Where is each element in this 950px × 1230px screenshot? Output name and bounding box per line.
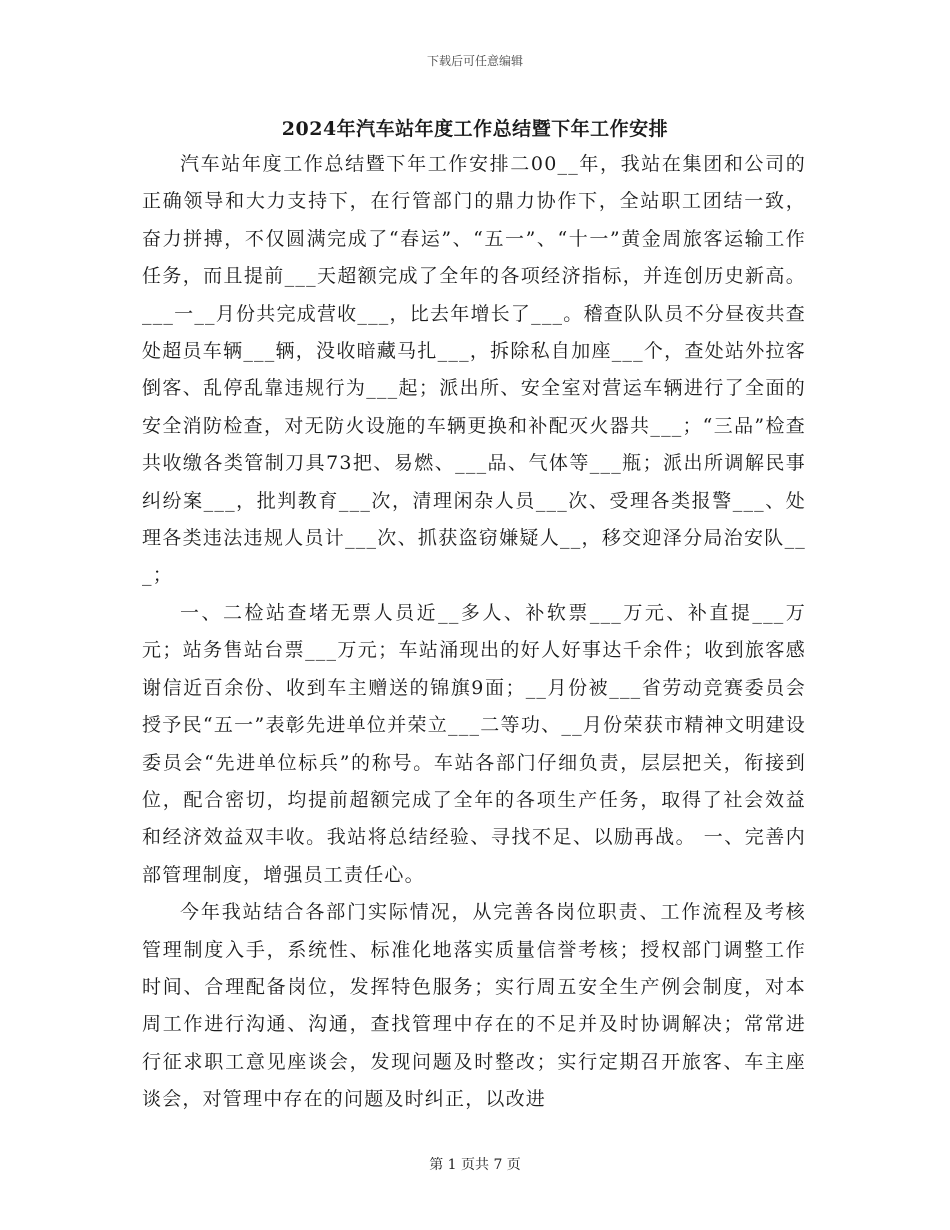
document-body — [142, 146, 806, 1119]
body-paragraph-3: 今年我站结合各部门实际情况，从完善各岗位职责、工作流程及考核管理制度入手，系统性、标准化地落实质量信誉考核；授权部门调整工作时间、合理配备岗位，发挥特色服务；实行周五安全生产例会制度，对本周工作进行沟通、沟通，查找管理中存在的不足并及时协调解决；常常进行征求职工意见座谈会，发现问题及时整改；实行定期召开旅客、车主座谈会，对管理中存在的问题及时纠正，以改进 — [142, 901, 806, 1111]
page-number: 第 1 页共 7 页 — [429, 1157, 521, 1173]
body-paragraph-2: 一、二检站查堵无票人员近__多人、补软票___万元、补直提___万元；站务售站台票___万元；车站涌现出的好人好事达千余件；收到旅客感谢信近百余份、收到车主赠送的锦旗9面；__月份被___省劳动竞赛委员会授予民“五一”表彰先进单位并荣立___二等功、__月份荣获市精神文明建设委员会“先进单位标兵”的称号。车站各部门仔细负责，层层把关，衔接到位，配合密切，均提前超额完成了全年的各项生产任务，取得了社会效益和经济效益双丰收。我站将总结经验、寻找不足、以励再战。 一、完善内部管理制度，增强员工责任心。 — [142, 601, 806, 886]
document-title: 2024年汽车站年度工作总结暨下年工作安排 — [281, 118, 669, 140]
body-paragraph-1: 汽车站年度工作总结暨下年工作安排二00__年，我站在集团和公司的正确领导和大力支持下，在行管部门的鼎力协作下，全站职工团结一致，奋力拼搏，不仅圆满完成了“春运”、“五一”、“十一”黄金周旅客运输工作任务，而且提前___天超额完成了全年的各项经济指标，并连创历史新高。___一__月份共完成营收___，比去年增长了___。稽查队队员不分昼夜共查处超员车辆___辆，没收暗藏马扎___，拆除私自加座___个，查处站外拉客倒客、乱停乱靠违规行为___起；派出所、安全室对营运车辆进行了全面的安全消防检查，对无防火设施的车辆更换和补配灭火器共___；“三品”检查共收缴各类管制刀具73把、易燃、___品、气体等___瓶；派出所调解民事纠纷案___，批判教育___次，清理闲杂人员___次、受理各类报警___、处理各类违法违规人员计___次、抓获盗窃嫌疑人__，移交迎泽分局治安队___； — [142, 153, 806, 587]
page-header-note: 下载后可任意编辑 — [426, 54, 523, 68]
